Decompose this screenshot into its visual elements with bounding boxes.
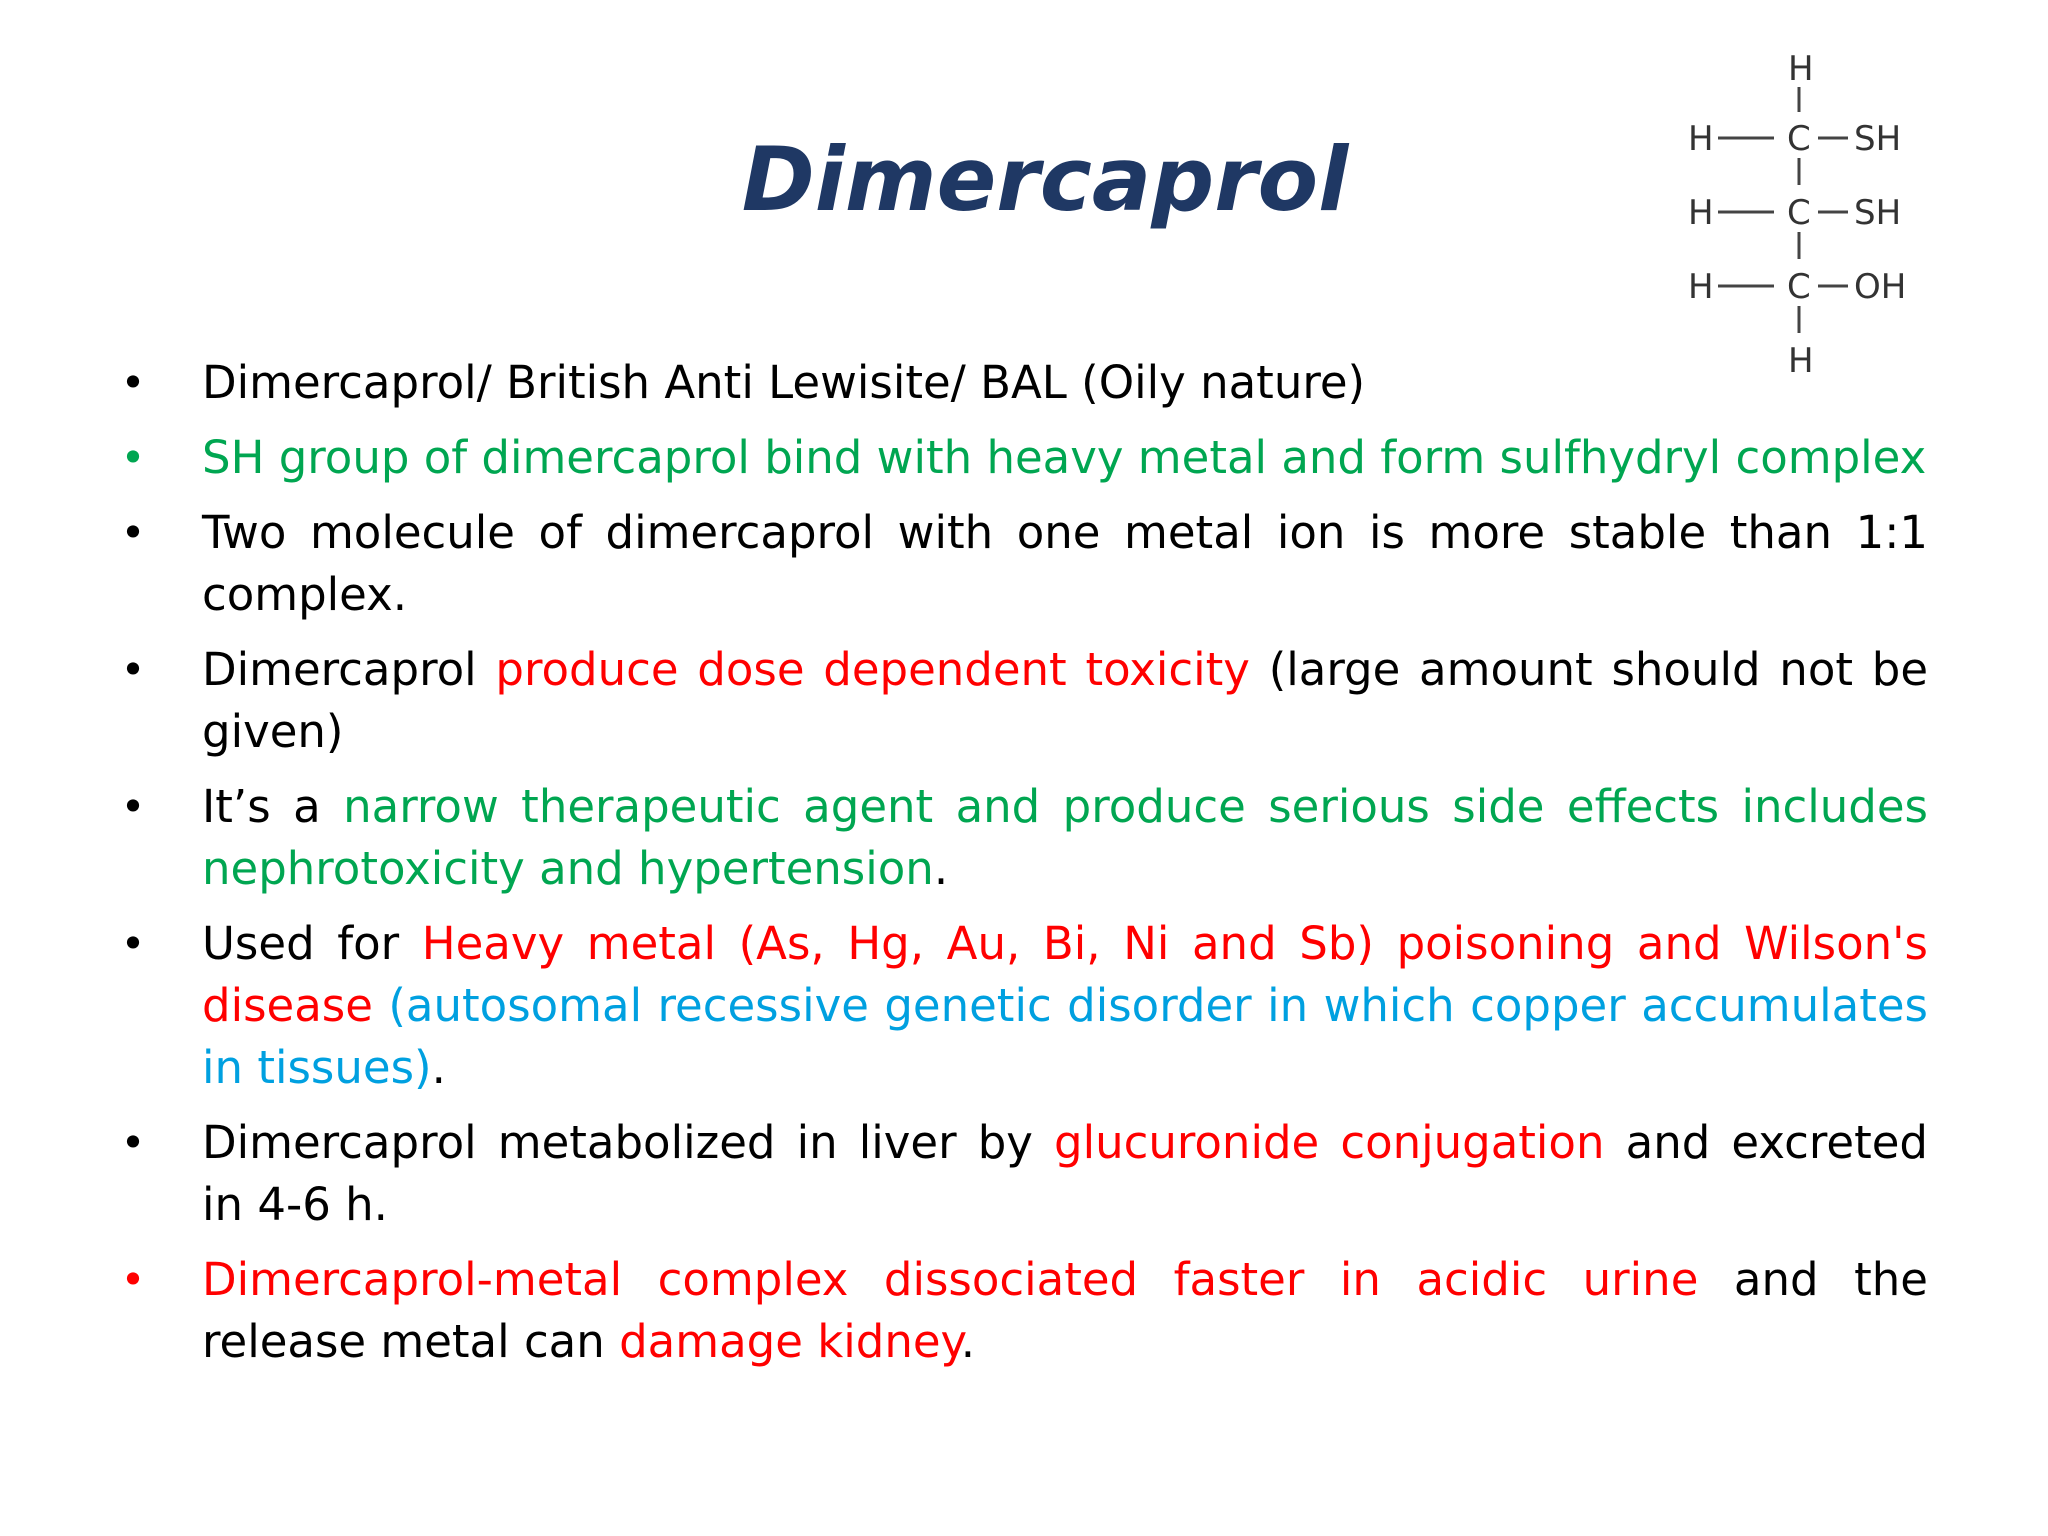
- bullet-text-segment: narrow therapeutic agent and produce serious side effects includes nephrotoxicity and hypertension: [202, 780, 1928, 895]
- bullet-item: [118, 427, 1928, 489]
- dimercaprol-structure-diagram: [1670, 40, 1930, 390]
- bullet-dot-icon: •: [120, 433, 146, 482]
- bullet-dot-icon: •: [120, 508, 146, 557]
- structure-atom-c-2: C: [1787, 193, 1811, 233]
- bullet-text-segment: produce dose dependent toxicity: [495, 643, 1250, 696]
- bullet-text-segment: Dimercaprol-metal complex dissociated faster in acidic urine: [202, 1253, 1699, 1306]
- bullet-item: [118, 913, 1928, 1099]
- bullet-text-segment: .: [933, 842, 949, 895]
- bullet-text-segment: Dimercaprol: [202, 643, 496, 696]
- structure-atom-c-1: C: [1787, 119, 1811, 159]
- bullet-text-segment: .: [960, 1315, 976, 1368]
- bullet-item: [118, 776, 1928, 900]
- structure-atom-h-2: H: [1688, 193, 1714, 233]
- bullet-text-segment: glucuronide conjugation: [1054, 1116, 1605, 1169]
- bullet-text-segment: Used for: [202, 917, 422, 970]
- structure-atom-bottom-h: H: [1788, 341, 1814, 381]
- structure-atom-h-3: H: [1688, 267, 1714, 307]
- structure-atom-c-3: C: [1787, 267, 1811, 307]
- bullet-item: [118, 639, 1928, 763]
- bullet-dot-icon: •: [120, 645, 146, 694]
- bullet-item: [118, 502, 1928, 626]
- bullet-dot-icon: •: [120, 1255, 146, 1304]
- bullet-dot-icon: •: [120, 358, 146, 407]
- structure-group-oh: OH: [1854, 267, 1907, 307]
- structure-atom-top-h: H: [1788, 49, 1814, 89]
- bullet-item: [118, 1249, 1928, 1373]
- bullet-text-segment: damage kidney: [619, 1315, 961, 1368]
- bullet-text-segment: .: [431, 1041, 446, 1094]
- bullet-text-segment: SH group of dimercaprol bind with heavy metal and form sulfhydryl complex: [202, 431, 1927, 484]
- bullet-text-segment: and excreted in 4-6 h.: [202, 1116, 1928, 1231]
- bullet-text-segment: (large amount should not be given): [202, 643, 1929, 758]
- bullet-dot-icon: •: [120, 782, 146, 831]
- bullet-text-segment: Heavy metal (As, Hg, Au, Bi, Ni and Sb) poisoning and Wilson's disease: [202, 917, 1928, 1032]
- structure-atom-h-1: H: [1688, 119, 1714, 159]
- bullet-dot-icon: •: [120, 1118, 146, 1167]
- bullet-text-segment: Two molecule of dimercaprol with one metal ion is more stable than 1:1 complex.: [202, 506, 1928, 621]
- bullet-item: [118, 1112, 1928, 1236]
- bullet-list: [118, 352, 1928, 1386]
- structure-group-sh-2: SH: [1854, 193, 1902, 233]
- structure-svg: [1670, 40, 1930, 390]
- structure-group-sh-1: SH: [1854, 119, 1902, 159]
- bullet-text-segment: and the release metal can: [202, 1253, 1928, 1368]
- bullet-text-segment: (autosomal recessive genetic disorder in which copper accumulates in tissues): [202, 979, 1928, 1094]
- slide-title: Dimercaprol: [741, 128, 1349, 231]
- bullet-item: [118, 352, 1928, 414]
- bullet-dot-icon: •: [120, 919, 146, 968]
- bullet-text-segment: Dimercaprol metabolized in liver by: [202, 1116, 1055, 1169]
- bullet-text-segment: Dimercaprol/ British Anti Lewisite/ BAL (Oily nature): [202, 356, 1366, 409]
- bullet-text-segment: It’s a: [202, 780, 344, 833]
